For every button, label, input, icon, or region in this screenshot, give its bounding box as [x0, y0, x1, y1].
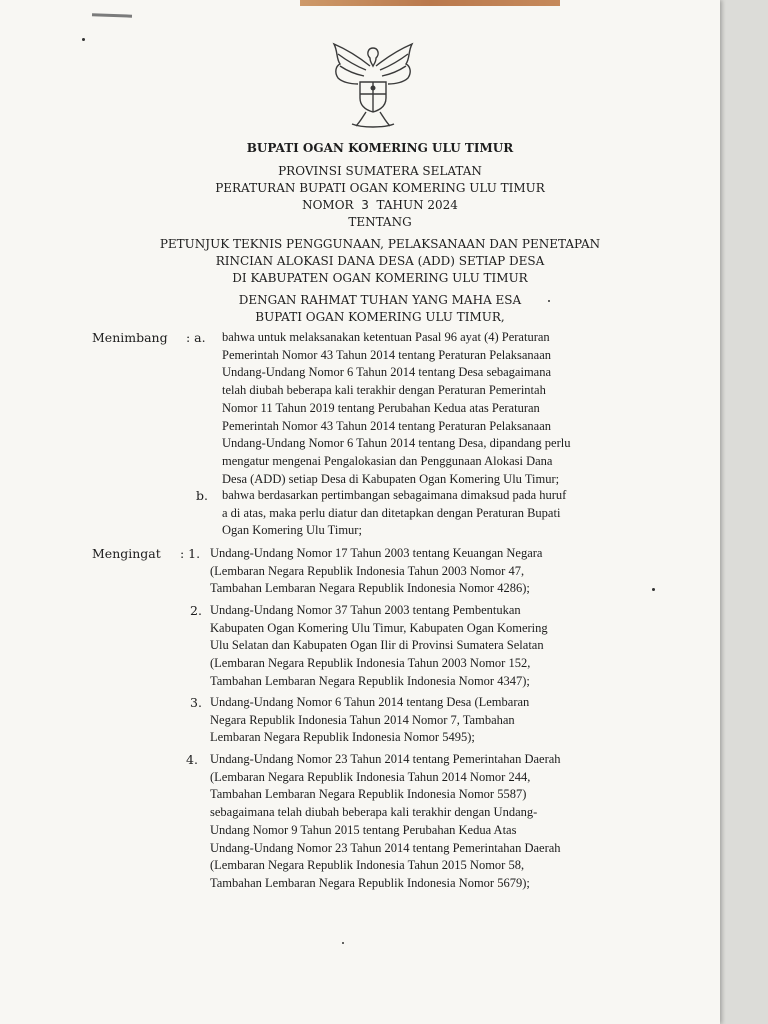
scan-speck [342, 942, 344, 944]
text-line: Undang-Undang Nomor 23 Tahun 2014 tentang Pemerintahan Daerah [210, 840, 561, 855]
text-line: Tambahan Lembaran Negara Republik Indonesia Nomor 5679); [210, 875, 530, 890]
mengingat-item-4 [210, 751, 640, 893]
regulation-number [110, 197, 650, 213]
mengingat-marker-2: 2. [190, 603, 202, 618]
text-line: Undang-Undang Nomor 23 Tahun 2014 tentang Pemerintahan Daerah [210, 752, 561, 766]
scan-edge-strip [300, 0, 560, 6]
staple-mark [92, 13, 132, 17]
text-line: Pemerintah Nomor 43 Tahun 2014 tentang Peraturan Pelaksanaan [222, 347, 552, 362]
nomor-suffix: TAHUN 2024 [376, 198, 458, 212]
text-line: Negara Republik Indonesia Tahun 2014 Nomor 7, Tambahan [210, 712, 515, 727]
text-line: a di atas, maka perlu diatur dan ditetapkan dengan Peraturan Bupati [222, 505, 561, 520]
text-line: bahwa untuk melaksanakan ketentuan Pasal 96 ayat (4) Peraturan [222, 330, 550, 344]
garuda-emblem-icon [326, 36, 420, 132]
rahmat-line-2: BUPATI OGAN KOMERING ULU TIMUR, [255, 310, 505, 324]
title-line-1: PETUNJUK TEKNIS PENGGUNAAN, PELAKSANAAN DAN PENETAPAN [159, 237, 601, 251]
regent-heading: BUPATI OGAN KOMERING ULU TIMUR [246, 141, 514, 155]
text-line: Desa (ADD) setiap Desa di Kabupaten Ogan Komering Ulu Timur; [222, 471, 560, 486]
text-line: Nomor 11 Tahun 2019 tentang Perubahan Kedua atas Peraturan [222, 400, 540, 415]
text-line: Ulu Selatan dan Kabupaten Ogan Ilir di Provinsi Sumatera Selatan [210, 638, 544, 653]
menimbang-marker-b: b. [196, 488, 208, 503]
mengingat-item-2 [210, 602, 640, 691]
text-line: Pemerintah Nomor 43 Tahun 2014 tentang Peraturan Pelaksanaan [222, 418, 552, 433]
menimbang-item-b [222, 487, 642, 540]
title-line-3: DI KABUPATEN OGAN KOMERING ULU TIMUR [232, 271, 528, 285]
mengingat-marker-4: 4. [186, 752, 198, 767]
province-line: PROVINSI SUMATERA SELATAN [278, 164, 482, 178]
mengingat-marker-1: : 1. [180, 546, 201, 561]
text-line: Undang-Undang Nomor 17 Tahun 2003 tentang Keuangan Negara [210, 546, 543, 560]
text-line: Kabupaten Ogan Komering Ulu Timur, Kabupaten Ogan Komering [210, 620, 548, 635]
scan-speck [82, 38, 85, 41]
nomor-prefix: NOMOR [302, 198, 354, 212]
text-line: sebagaimana telah diubah beberapa kali terakhir dengan Undang- [210, 805, 538, 820]
text-line: Tambahan Lembaran Negara Republik Indonesia Nomor 4286); [210, 581, 530, 596]
text-line: bahwa berdasarkan pertimbangan sebagaimana dimaksud pada huruf [222, 488, 567, 502]
scan-speck [548, 300, 550, 302]
mengingat-marker-3: 3. [190, 695, 202, 710]
text-line: Ogan Komering Ulu Timur; [222, 523, 362, 538]
text-line: Undang-Undang Nomor 6 Tahun 2014 tentang Desa (Lembaran [210, 695, 530, 709]
text-line: Undang-Undang Nomor 6 Tahun 2014 tentang Desa, dipandang perlu [222, 436, 571, 451]
text-line: Undang-Undang Nomor 37 Tahun 2003 tentang Pembentukan [210, 603, 521, 617]
rahmat-line-1: DENGAN RAHMAT TUHAN YANG MAHA ESA [238, 293, 522, 307]
text-line: Undang-Undang Nomor 6 Tahun 2014 tentang Desa sebagaimana [222, 365, 552, 380]
tentang-line: TENTANG [348, 215, 412, 229]
regulation-line: PERATURAN BUPATI OGAN KOMERING ULU TIMUR [215, 181, 545, 195]
mengingat-label: Mengingat [92, 546, 161, 561]
menimbang-item-a [222, 329, 642, 488]
mengingat-item-1 [210, 545, 640, 598]
text-line: Tambahan Lembaran Negara Republik Indonesia Nomor 4347); [210, 673, 530, 688]
text-line: Lembaran Negara Republik Indonesia Nomor 5495); [210, 730, 475, 745]
text-line: (Lembaran Negara Republik Indonesia Tahun 2014 Nomor 244, [210, 769, 531, 784]
text-line: telah diubah beberapa kali terakhir dengan Peraturan Pemerintah [222, 383, 546, 398]
menimbang-label: Menimbang [92, 330, 168, 345]
text-line: Tambahan Lembaran Negara Republik Indonesia Nomor 5587) [210, 787, 527, 802]
title-line-2: RINCIAN ALOKASI DANA DESA (ADD) SETIAP DESA [215, 254, 545, 268]
text-line: mengatur mengenai Pengalokasian dan Penggunaan Alokasi Dana [222, 453, 553, 468]
text-line: (Lembaran Negara Republik Indonesia Tahun 2015 Nomor 58, [210, 858, 525, 873]
scan-speck [652, 588, 655, 591]
mengingat-item-3 [210, 694, 640, 747]
text-line: (Lembaran Negara Republik Indonesia Tahun 2003 Nomor 152, [210, 656, 531, 671]
text-line: Undang Nomor 9 Tahun 2015 tentang Perubahan Kedua Atas [210, 822, 517, 837]
menimbang-marker-a: : a. [186, 330, 206, 345]
nomor-value: 3 [361, 198, 369, 212]
text-line: (Lembaran Negara Republik Indonesia Tahun 2003 Nomor 47, [210, 563, 525, 578]
